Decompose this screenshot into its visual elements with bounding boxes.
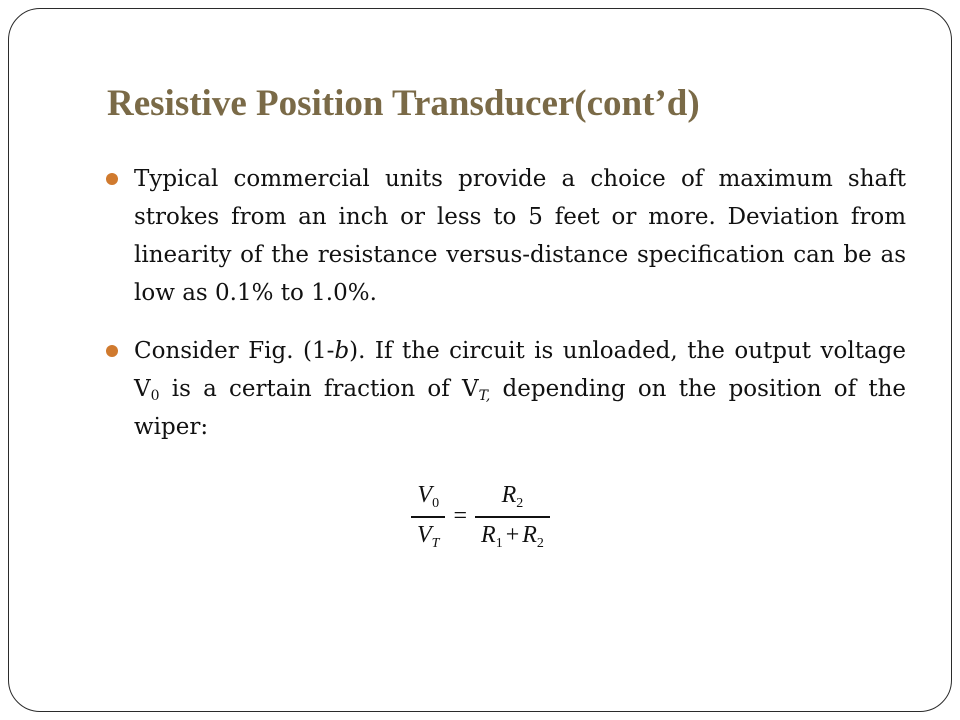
voltage-divider-formula — [411, 482, 550, 552]
formula-equals: = — [453, 503, 468, 530]
bullet-text-1: Typical commercial units provide a choice of maximum shaft strokes from an inch or less to 5 feet or more. Deviation from linearity of the resistance versus-distance specification can be as low as 0.1% to 1.0%. — [134, 166, 906, 306]
formula-lhs-denominator: $V_T$ — [417, 521, 440, 551]
bullet-item-1 — [106, 160, 906, 312]
bullet-dot-icon — [106, 173, 118, 185]
bullet-list — [106, 160, 906, 446]
formula-rhs-numerator: $R_2$ — [501, 482, 524, 511]
formula-rhs-fraction — [475, 482, 550, 552]
formula-lhs-numerator: $V_0$ — [417, 482, 440, 511]
formula-lhs-fraction — [411, 482, 445, 552]
bullet-text-2: Consider Fig. (1-b). If the circuit is unloaded, the output voltage $V_0$ is a certain fraction of $V_{T,}$ depending on the position of the wiper: — [134, 338, 906, 440]
bullet-item-2 — [106, 332, 906, 446]
slide-title: Resistive Position Transducer(cont’d) — [107, 83, 700, 124]
formula-rhs-denominator: $R_1 + R_2$ — [481, 521, 544, 551]
bullet-dot-icon — [106, 345, 118, 357]
